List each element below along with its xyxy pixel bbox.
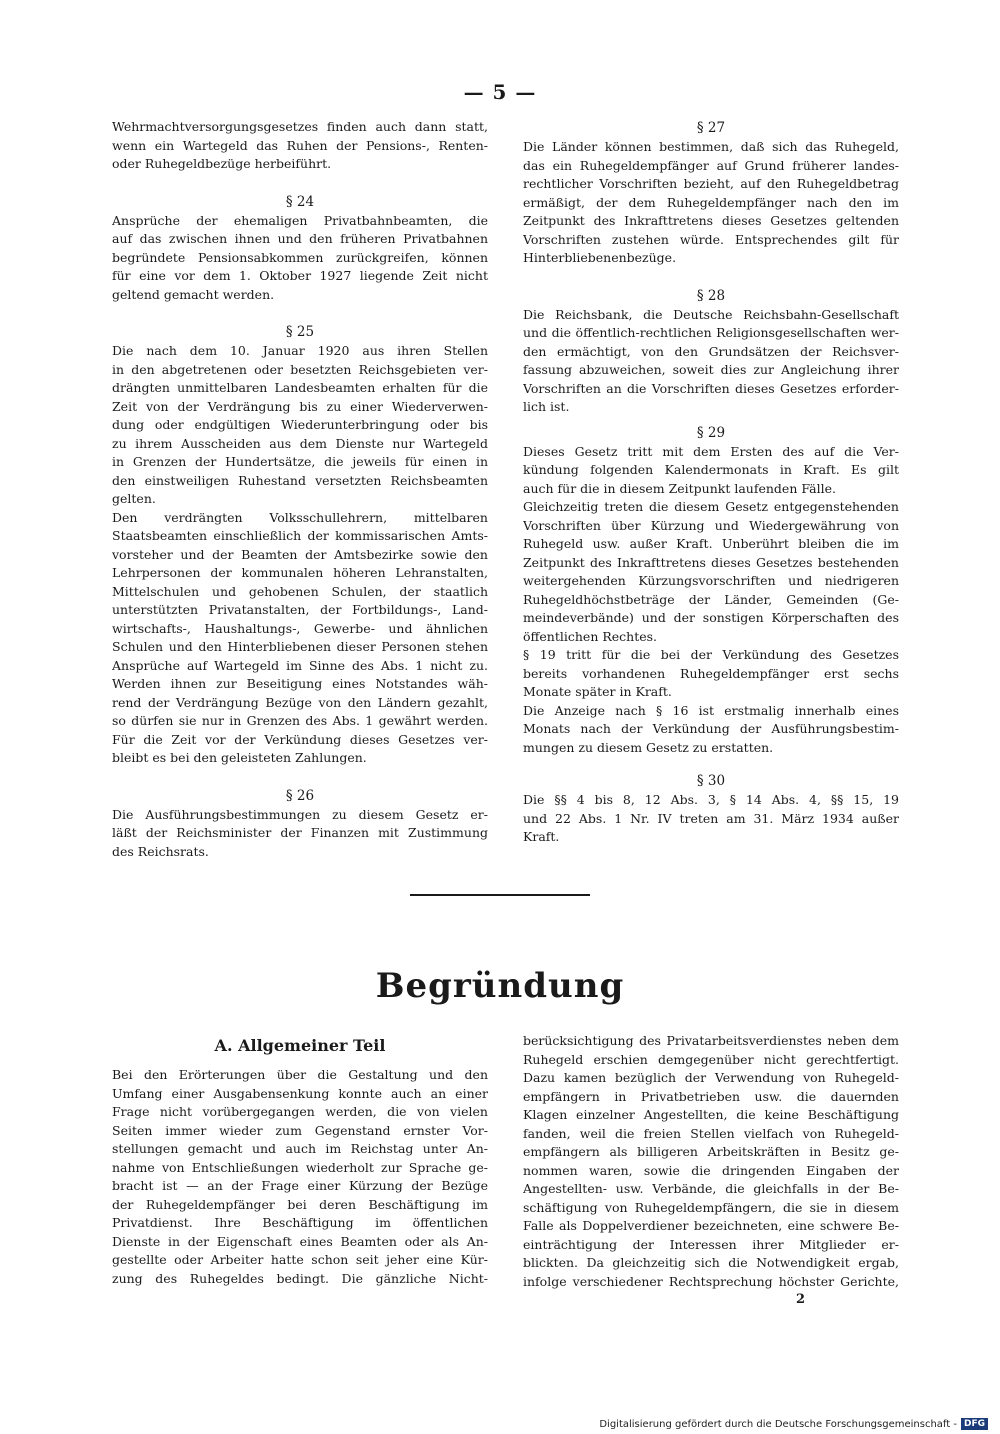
text-line: blickten. Da gleichzeitig sich die Notwendigkeit ergab, xyxy=(523,1255,899,1270)
dfg-logo-icon: DFG xyxy=(961,1418,988,1430)
bottom-left-column xyxy=(112,1032,488,1288)
bottom-right-column xyxy=(523,1032,899,1291)
text-line: Ansprüche der ehemaligen Privatbahnbeamten, die xyxy=(112,212,488,228)
section-heading: § 25 xyxy=(285,324,315,340)
footer xyxy=(599,1418,988,1430)
text-line: Monate später in Kraft. xyxy=(523,684,672,699)
section-heading: § 26 xyxy=(285,787,315,804)
text-line: den einstweiligen Ruhestand versetzten Reichsbeamten xyxy=(112,472,488,488)
text-line: Zeitpunkt des Inkrafttretens dieses Gesetzes geltenden xyxy=(523,213,899,228)
text-line: bracht ist — an der Frage einer Kürzung der Bezüge xyxy=(112,1178,488,1193)
text-line: begründete Pensionsabkommen zurückgreifen, können xyxy=(112,249,488,265)
text-line: gestellte oder Arbeiter hatte schon seit jeher eine Kür- xyxy=(112,1252,488,1267)
text-line: nahme von Entschließungen wiederholt zur Sprache ge- xyxy=(112,1159,488,1175)
text-line: dung oder endgültigen Wiederunterbringung oder bis xyxy=(112,417,488,432)
text-line: Ansprüche auf Wartegeld im Sinne des Abs. 1 nicht zu. xyxy=(112,657,488,673)
text-line: den ermächtigt, von den Grundsätzen der Reichsver- xyxy=(523,343,899,359)
text-line: wenn ein Wartegeld das Ruhen der Pensions-, Renten- xyxy=(112,137,488,153)
section-heading: § 24 xyxy=(285,193,315,210)
text-line: Dieses Gesetz tritt mit dem Ersten des auf die Ver- xyxy=(523,443,899,459)
text-line: Lehrpersonen der kommunalen höheren Lehranstalten, xyxy=(112,565,488,580)
text-line: wirtschafts-, Haushaltungs-, Gewerbe- und ähnlichen xyxy=(112,620,488,636)
text-line: Schulen und den Hinterbliebenen dieser Personen stehen xyxy=(112,639,488,654)
spacer xyxy=(523,268,899,286)
spacer xyxy=(112,304,488,322)
left-column xyxy=(112,118,488,861)
text-line: Ruhegeldhöchstbeträge der Länder, Gemeinden (Ge- xyxy=(523,591,899,607)
section-heading: § 27 xyxy=(696,120,726,136)
text-line: Wehrmachtversorgungsgesetzes finden auch dann statt, xyxy=(112,119,488,134)
text-line: in den abgetretenen oder besetzten Reichsgebieten ver- xyxy=(112,361,488,377)
text-line: rend der Verdrängung Bezüge von den Ländern gezahlt, xyxy=(112,694,488,710)
text-line: einträchtigung der Interessen ihrer Mitglieder er- xyxy=(523,1236,899,1252)
text-line: Bei den Erörterungen über die Gestaltung und den xyxy=(112,1067,488,1082)
text-line: nommen waren, sowie die dringenden Eingaben der xyxy=(523,1162,899,1178)
right-column xyxy=(523,118,899,847)
text-line: des Reichsrats. xyxy=(112,843,209,859)
text-line: und die öffentlich-rechtlichen Religionsgesellschaften wer- xyxy=(523,325,899,340)
text-line: Zeit von der Verdrängung bis zu einer Wiederverwen- xyxy=(112,398,488,414)
text-line: Die §§ 4 bis 8, 12 Abs. 3, § 14 Abs. 4, §§ 15, 19 xyxy=(523,792,899,807)
spacer xyxy=(523,757,899,771)
text-line: so dürfen sie nur in Grenzen des Abs. 1 gewährt werden. xyxy=(112,713,488,728)
text-line: bereits vorhandenen Ruhegeldempfänger erst sechs xyxy=(523,665,899,681)
section-heading: § 28 xyxy=(696,287,726,304)
text-line: Klagen einzelner Angestellten, die keine Beschäftigung xyxy=(523,1107,899,1122)
text-line: Die Anzeige nach § 16 ist erstmalig innerhalb eines xyxy=(523,702,899,718)
text-line: Frage nicht vorübergegangen werden, die von vielen xyxy=(112,1104,488,1119)
text-line: schäftigung von Ruhegeldempfängern, die sie in diesem xyxy=(523,1199,899,1215)
section-divider-rule xyxy=(410,894,590,896)
text-line: Die Länder können bestimmen, daß sich das Ruhegeld, xyxy=(523,139,899,154)
text-line: und 22 Abs. 1 Nr. IV treten am 31. März 1934 außer xyxy=(523,810,899,826)
text-line: zung des Ruhegeldes bedingt. Die gänzliche Nicht- xyxy=(112,1270,488,1286)
text-line: zu ihrem Ausscheiden aus dem Dienste nur Wartegeld xyxy=(112,435,488,451)
text-line: kündung folgenden Kalendermonats in Kraft. Es gilt xyxy=(523,462,899,477)
text-line: § 19 tritt für die bei der Verkündung des Gesetzes xyxy=(523,647,899,662)
text-line: Für die Zeit vor der Verkündung dieses Gesetzes ver- xyxy=(112,731,488,747)
text-line: Falle als Doppelverdiener bezeichneten, eine schwere Be- xyxy=(523,1218,899,1233)
text-line: empfängern als billigeren Arbeitskräften in Besitz ge- xyxy=(523,1144,899,1159)
text-line: Gleichzeitig treten die diesem Gesetz entgegenstehenden xyxy=(523,499,899,514)
text-line: fassung abzuweichen, soweit dies zur Angleichung ihrer xyxy=(523,362,899,377)
text-line: vorsteher und der Beamten der Amtsbezirke sowie den xyxy=(112,546,488,562)
text-line: auf das zwischen ihnen und den früheren Privatbahnen xyxy=(112,231,488,246)
text-line: Kraft. xyxy=(523,829,560,844)
text-line: der Ruhegeldempfänger bei deren Beschäftigung im xyxy=(112,1196,488,1212)
text-line: Vorschriften zustehen würde. Entsprechendes gilt für xyxy=(523,231,899,247)
text-line: infolge verschiedener Rechtsprechung höchster Gerichte, xyxy=(523,1273,899,1289)
text-line: Die nach dem 10. Januar 1920 aus ihren Stellen xyxy=(112,343,488,358)
text-line: in Grenzen der Hundertsätze, die jeweils für einen in xyxy=(112,454,488,469)
text-line: lich ist. xyxy=(523,399,570,414)
text-line: geltend gemacht werden. xyxy=(112,286,275,302)
text-line: empfängern in Privatbetrieben usw. die dauernden xyxy=(523,1088,899,1104)
section-heading: § 30 xyxy=(696,773,726,789)
part-heading: A. Allgemeiner Teil xyxy=(214,1036,386,1055)
text-line: Den verdrängten Volksschullehrern, mittelbaren xyxy=(112,509,488,525)
text-line: Zeitpunkt des Inkrafttretens dieses Gesetzes bestehenden xyxy=(523,554,899,570)
text-line: Vorschriften an die Vorschriften dieses Gesetzes erforder- xyxy=(523,380,899,396)
text-line: Hinterbliebenenbezüge. xyxy=(523,250,677,265)
text-line: läßt der Reichsminister der Finanzen mit Zustimmung xyxy=(112,825,488,840)
text-line: drängten unmittelbaren Landesbeamten erhalten für die xyxy=(112,380,488,395)
spacer xyxy=(112,768,488,786)
text-line: Angestellten- usw. Verbände, die gleichfalls in der Be- xyxy=(523,1181,899,1196)
main-title: Begründung xyxy=(375,966,625,1006)
text-line: Ruhegeld erschien demgegenüber nicht gerechtfertigt. xyxy=(523,1051,899,1067)
text-line: für eine vor dem 1. Oktober 1927 liegende Zeit nicht xyxy=(112,268,488,283)
text-line: ermäßigt, der dem Ruhegeldempfänger nach den im xyxy=(523,194,899,210)
text-line: Privatdienst. Ihre Beschäftigung im öffentlichen xyxy=(112,1215,488,1230)
text-line: Dienste in der Eigenschaft eines Beamten oder als An- xyxy=(112,1233,488,1249)
text-line: Umfang einer Ausgabensenkung konnte auch an einer xyxy=(112,1085,488,1101)
text-line: meindeverbände) und der sonstigen Körperschaften des xyxy=(523,610,899,625)
text-line: Staatsbeamten einschließlich der kommissarischen Amts- xyxy=(112,528,488,543)
text-line: Dazu kamen bezüglich der Verwendung von Ruhegeld- xyxy=(523,1070,899,1085)
text-line: weitergehenden Kürzungsvorschriften und niedrigeren xyxy=(523,573,899,588)
text-line: fanden, weil die freien Stellen vielfach von Ruhegeld- xyxy=(523,1125,899,1141)
text-line: öffentlichen Rechtes. xyxy=(523,628,658,644)
text-line: Seiten immer wieder zum Gegenstand ernster Vor- xyxy=(112,1122,488,1138)
text-line: Mittelschulen und gehobenen Schulen, der staatlich xyxy=(112,583,488,599)
text-line: berücksichtigung des Privatarbeitsverdienstes neben dem xyxy=(523,1033,899,1048)
text-line: unterstützten Privatanstalten, der Fortbildungs-, Land- xyxy=(112,602,488,617)
footer-text: Digitalisierung gefördert durch die Deutsche Forschungsgemeinschaft - xyxy=(599,1418,957,1430)
text-line: Werden ihnen zur Beseitigung eines Notstandes wäh- xyxy=(112,676,488,691)
text-line: oder Ruhegeldbezüge herbeiführt. xyxy=(112,156,332,171)
text-line: Ruhegeld usw. außer Kraft. Unberührt bleiben die im xyxy=(523,536,899,551)
section-heading: § 29 xyxy=(696,424,726,441)
text-line: Die Ausführungsbestimmungen zu diesem Gesetz er- xyxy=(112,806,488,822)
text-line: rechtlicher Vorschriften bezieht, auf den Ruhegeldbetrag xyxy=(523,176,899,191)
text-line: Monats nach der Verkündung der Ausführungsbestim- xyxy=(523,721,899,736)
text-line: Vorschriften über Kürzung und Wiedergewährung von xyxy=(523,517,899,533)
text-line: mungen zu diesem Gesetz zu erstatten. xyxy=(523,739,774,755)
text-line: gelten. xyxy=(112,491,156,506)
text-line: auch für die in diesem Zeitpunkt laufenden Fälle. xyxy=(523,480,837,496)
text-line: das ein Ruhegeldempfänger auf Grund früherer landes- xyxy=(523,157,899,173)
text-line: Die Reichsbank, die Deutsche Reichsbahn-Gesellschaft xyxy=(523,306,899,322)
page-number: — 5 — xyxy=(463,80,537,104)
text-line: stellungen gemacht und auch im Reichstag unter An- xyxy=(112,1141,488,1156)
sheet-number: 2 xyxy=(796,1292,806,1307)
spacer xyxy=(112,174,488,192)
text-line: bleibt es bei den geleisteten Zahlungen. xyxy=(112,750,367,765)
